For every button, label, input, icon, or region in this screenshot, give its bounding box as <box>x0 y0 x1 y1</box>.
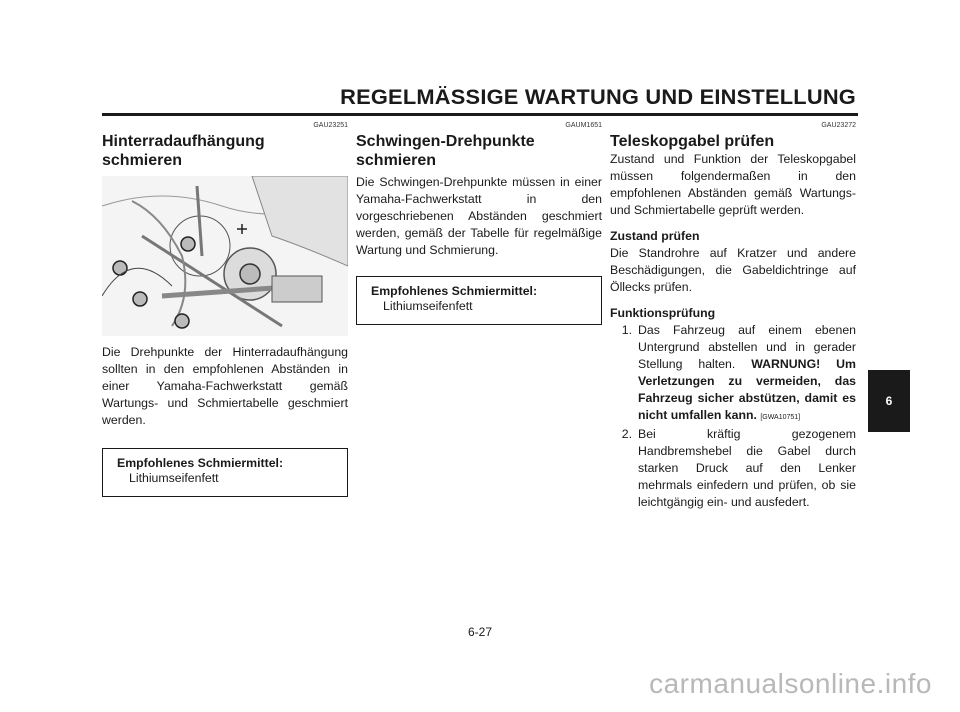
function-steps <box>610 322 856 511</box>
section-code: GAU23251 <box>313 122 348 129</box>
page-number: 6-27 <box>467 625 493 639</box>
warning-text: WARNUNG! Um Verletzungen zu vermeiden, das Fahrzeug sicher abstützen, damit es nicht umfallen kann. <box>638 357 856 422</box>
section-code: GAUM1651 <box>565 122 602 129</box>
section-swingarm-pivots <box>356 120 602 325</box>
rear-suspension-illustration <box>102 176 348 336</box>
lubricant-label: Empfohlenes Schmiermittel: <box>117 456 284 470</box>
section-code: GAU23272 <box>821 122 856 129</box>
step-item <box>610 322 856 426</box>
lubricant-label: Empfohlenes Schmiermittel: <box>371 284 538 298</box>
page-header-title: REGELMÄSSIGE WARTUNG UND EINSTELLUNG <box>340 86 856 109</box>
heading-line-2: schmieren <box>356 152 437 169</box>
section-telescopic-fork <box>610 120 856 511</box>
heading-line-1: Hinterradaufhängung <box>102 133 265 150</box>
section-paragraph: Die Schwingen-Drehpunkte müssen in einer Yamaha-Fachwerkstatt in den vorgeschriebenen Abständen geschmiert werden, gemäß der Tabelle für regelmäßige Wartung und Schmierung. <box>356 175 602 257</box>
step-body: Das Fahrzeug auf einem ebenen Untergrund abstellen und in gerader Stellung halten. <box>638 323 856 371</box>
lubricant-value: Lithiumseifenfett <box>383 299 473 313</box>
step-text: Bei kräftig gezogenem Handbremshebel die Gabel durch starken Druck auf den Lenker mehrmals einfedern und prüfen, ob sie leichtgängig ein- und ausfedert. <box>638 427 856 509</box>
step-item <box>610 426 856 511</box>
lubricant-box <box>356 276 602 325</box>
watermark: carmanualsonline.info <box>649 668 932 699</box>
step-number: 1. <box>621 323 632 337</box>
condition-paragraph: Die Standrohre auf Kratzer und andere Beschädigungen, die Gabeldichtringe auf Öllecks prüfen. <box>610 246 856 294</box>
heading-line-1: Schwingen-Drehpunkte <box>356 133 535 150</box>
section-heading <box>102 132 348 170</box>
chapter-tab: 6 <box>868 370 910 432</box>
heading-line-2: schmieren <box>102 152 183 169</box>
section-heading: Teleskopgabel prüfen <box>610 133 775 150</box>
intro-paragraph: Zustand und Funktion der Teleskopgabel müssen folgendermaßen in den empfohlenen Abständen gemäß Wartungs- und Schmiertabelle geprüft werden. <box>610 152 856 217</box>
section-rear-suspension <box>102 120 348 497</box>
step-text <box>638 322 856 426</box>
lubricant-box <box>102 448 348 497</box>
subheading-function: Funktionsprüfung <box>610 306 716 320</box>
lubricant-value: Lithiumseifenfett <box>129 471 219 485</box>
step-number: 2. <box>621 427 632 441</box>
rear-suspension-figure <box>102 176 348 336</box>
subheading-condition: Zustand prüfen <box>610 229 700 243</box>
section-heading <box>356 132 602 170</box>
section-paragraph: Die Drehpunkte der Hinterradaufhängung sollten in den empfohlenen Abständen in einer Yamaha-Fachwerkstatt gemäß Wartungs- und Schmiertabelle geschmiert werden. <box>102 345 348 427</box>
warning-reference: [GWA10751] <box>760 414 801 421</box>
header-rule <box>102 113 858 116</box>
